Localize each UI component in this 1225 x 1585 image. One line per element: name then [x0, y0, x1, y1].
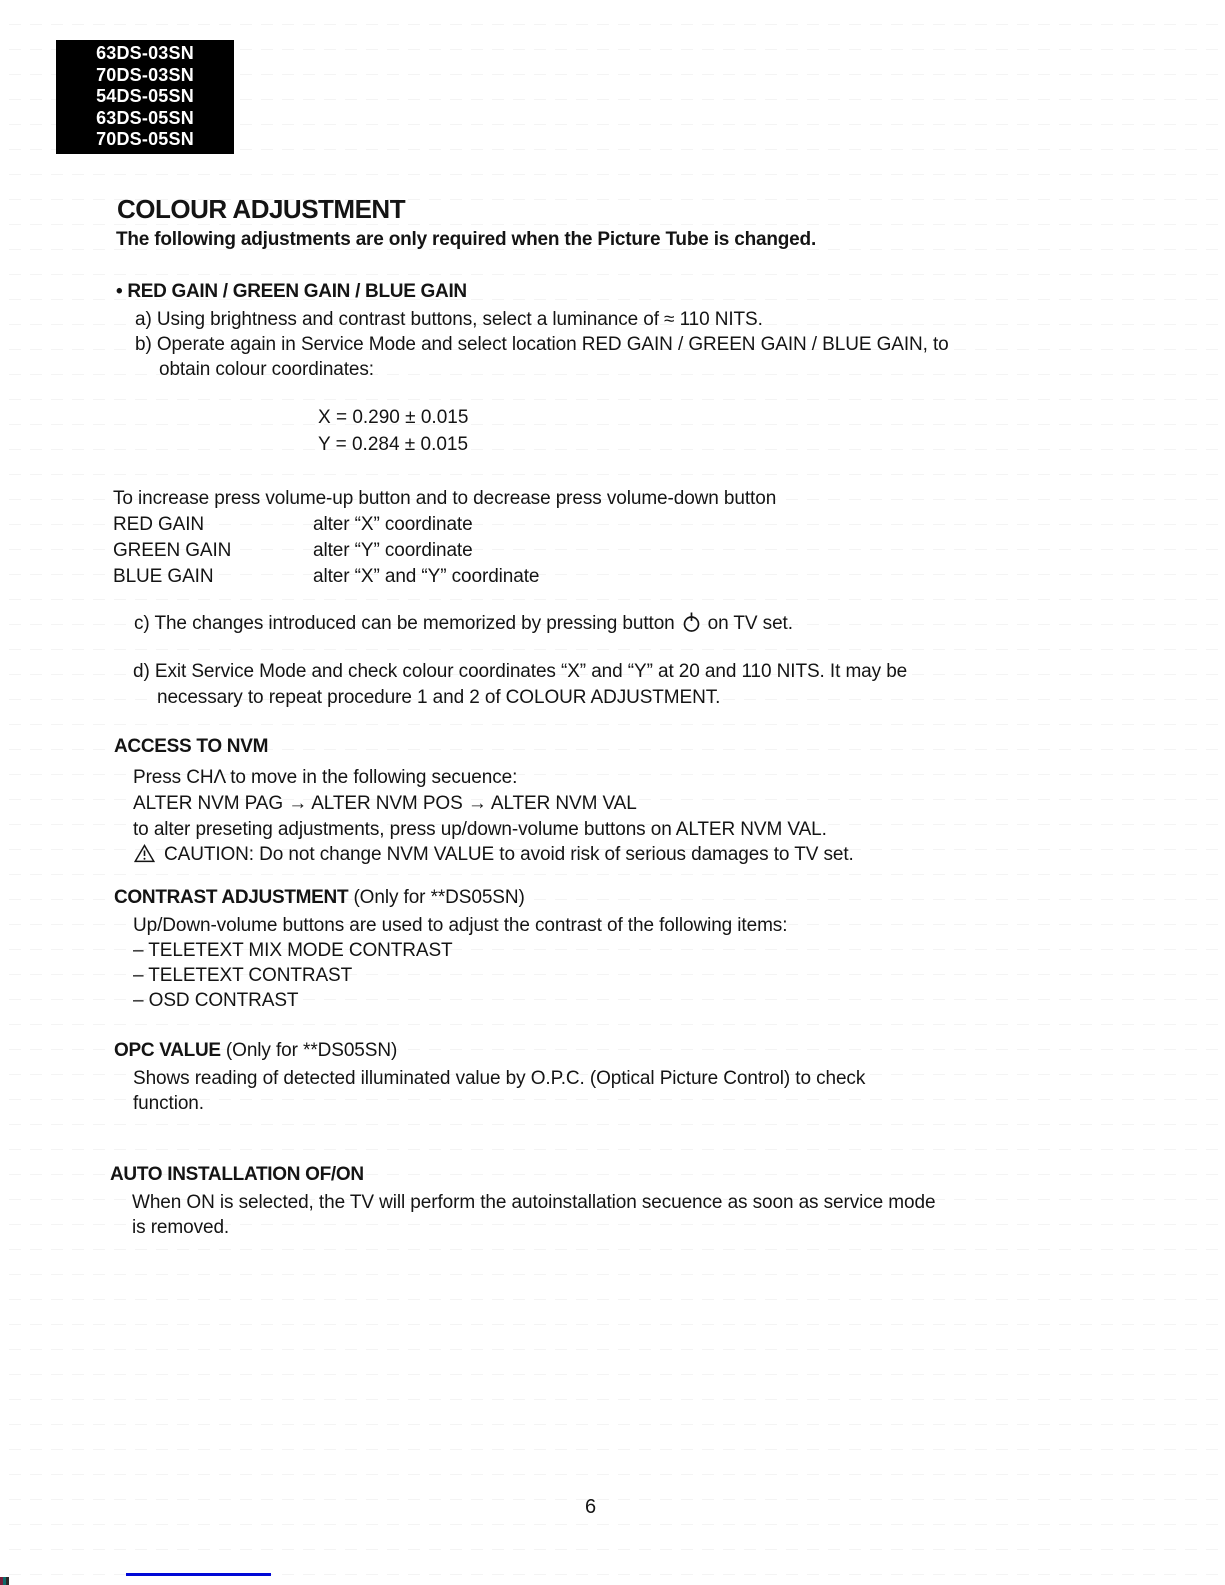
step-d-line1: d) Exit Service Mode and check colour coordinates “X” and “Y” at 20 and 110 NITS. It may be [133, 661, 908, 682]
table-row [113, 538, 539, 564]
auto-line1: When ON is selected, the TV will perform the autoinstallation secuence as soon as service mode [132, 1192, 936, 1213]
opc-line1: Shows reading of detected illuminated value by O.P.C. (Optical Picture Control) to check [133, 1068, 866, 1089]
gain-effect: alter “X” and “Y” coordinate [313, 566, 540, 587]
model-number: 63DS-05SN [96, 107, 194, 128]
step-d-line2: necessary to repeat procedure 1 and 2 of COLOUR ADJUSTMENT. [157, 687, 721, 708]
model-list-box [56, 40, 234, 154]
page-title: COLOUR ADJUSTMENT [117, 194, 406, 224]
model-number: 54DS-05SN [96, 86, 194, 107]
auto-installation-heading: AUTO INSTALLATION OF/ON [110, 1164, 364, 1185]
nvm-line1: Press CHΛ to move in the following secuence: [133, 767, 518, 788]
auto-installation-body [132, 1190, 935, 1240]
table-row [113, 512, 539, 538]
step-b [135, 332, 949, 382]
nvm-sequence: ALTER NVM PAG → ALTER NVM POS → ALTER NVM VAL [133, 793, 637, 814]
page-subtitle: The following adjustments are only required when the Picture Tube is changed. [116, 229, 817, 250]
model-number: 70DS-05SN [96, 129, 194, 150]
step-b-line2: obtain colour coordinates: [159, 359, 374, 380]
table-row [113, 564, 539, 590]
scan-artifact-blue-line [126, 1573, 271, 1576]
opc-heading [114, 1040, 397, 1062]
warning-triangle-icon [134, 844, 155, 870]
gain-effect: alter “Y” coordinate [313, 540, 473, 561]
step-c-text-before: c) The changes introduced can be memorized by pressing button [134, 613, 675, 634]
list-item: – TELETEXT MIX MODE CONTRAST [133, 940, 453, 961]
step-a: a) Using brightness and contrast buttons, select a luminance of ≈ 110 NITS. [135, 309, 763, 330]
auto-line2: is removed. [132, 1217, 230, 1238]
contrast-items [133, 938, 453, 1013]
step-c [134, 611, 793, 640]
contrast-intro: Up/Down-volume buttons are used to adjust the contrast of the following items: [133, 915, 788, 936]
nvm-line3: to alter preseting adjustments, press up/down-volume buttons on ALTER NVM VAL. [133, 819, 827, 840]
opc-body [133, 1066, 865, 1116]
caution-text: CAUTION: Do not change NVM VALUE to avoid risk of serious damages to TV set. [164, 844, 854, 865]
step-d [133, 659, 907, 711]
opc-heading-bold: OPC VALUE [114, 1040, 221, 1061]
power-standby-icon [683, 611, 700, 640]
gain-effect: alter “X” coordinate [313, 514, 473, 535]
gain-table [113, 512, 539, 590]
nvm-caution [134, 842, 854, 870]
step-c-text-after: on TV set. [707, 613, 793, 634]
access-nvm-body [133, 765, 827, 843]
model-number: 70DS-03SN [96, 64, 194, 85]
contrast-heading-qualifier: (Only for **DS05SN) [348, 887, 525, 908]
coordinate-y: Y = 0.284 ± 0.015 [318, 434, 469, 455]
gain-name: RED GAIN [113, 514, 205, 535]
step-b-line1: b) Operate again in Service Mode and select location RED GAIN / GREEN GAIN / BLUE GAIN, to [135, 334, 949, 355]
gain-name: BLUE GAIN [113, 566, 214, 587]
contrast-heading [114, 887, 525, 909]
gain-name: GREEN GAIN [113, 540, 232, 561]
contrast-heading-bold: CONTRAST ADJUSTMENT [114, 887, 349, 908]
coordinate-x: X = 0.290 ± 0.015 [318, 407, 469, 428]
list-item: – TELETEXT CONTRAST [133, 965, 353, 986]
opc-heading-qualifier: (Only for **DS05SN) [220, 1040, 398, 1061]
page-number: 6 [585, 1496, 597, 1518]
volume-note: To increase press volume-up button and to decrease press volume-down button [113, 488, 777, 509]
list-item: – OSD CONTRAST [133, 990, 299, 1011]
gain-section-heading: • RED GAIN / GREEN GAIN / BLUE GAIN [116, 281, 467, 302]
colour-coordinates [318, 404, 468, 458]
scan-artifact-pixels [0, 1577, 10, 1585]
access-nvm-heading: ACCESS TO NVM [114, 736, 269, 757]
opc-line2: function. [133, 1093, 204, 1114]
model-number: 63DS-03SN [96, 43, 194, 64]
